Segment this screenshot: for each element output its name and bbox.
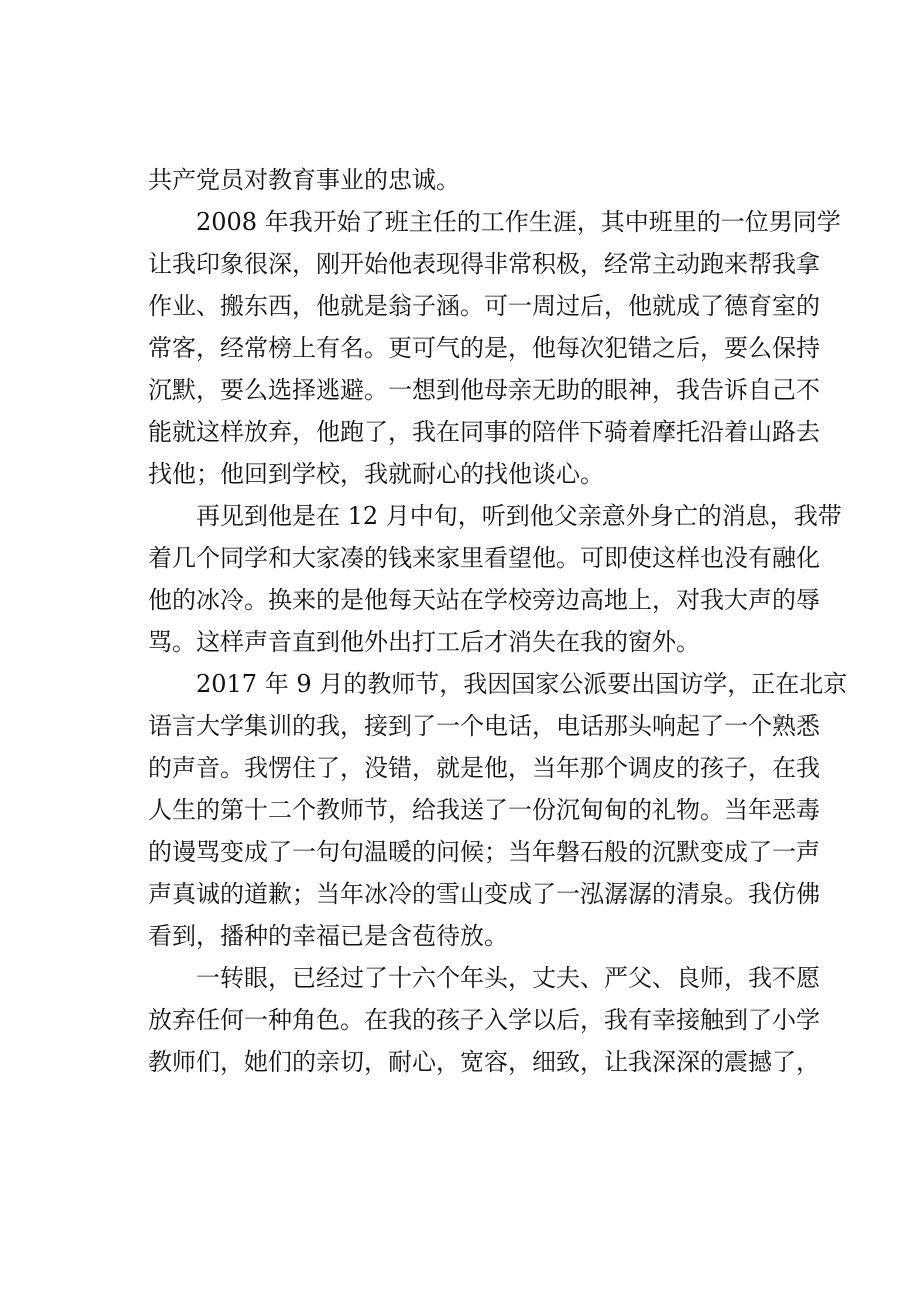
paragraph-first-line: 一转眼，已经过了十六个年头，丈夫、严父、良师，我不愿 <box>196 964 820 992</box>
text-line: 的声音。我愣住了，没错，就是他，当年那个调皮的孩子，在我 <box>148 754 820 782</box>
text-line: 能就这样放弃，他跑了，我在同事的陪伴下骑着摩托沿着山路去 <box>148 418 820 446</box>
text-line: 共产党员对教育事业的忠诚。 <box>148 166 460 194</box>
text-line: 教师们，她们的亲切，耐心，宽容，细致，让我深深的震撼了， <box>148 1048 820 1076</box>
paragraph-first-line: 2017 年 9 月的教师节，我因国家公派要出国访学，正在北京 <box>196 670 848 698</box>
text-line: 骂。这样声音直到他外出打工后才消失在我的窗外。 <box>148 628 700 656</box>
text-line: 沉默，要么选择逃避。一想到他母亲无助的眼神，我告诉自己不 <box>148 376 820 404</box>
text-line: 找他；他回到学校，我就耐心的找他谈心。 <box>148 460 604 488</box>
text-line: 看到，播种的幸福已是含苞待放。 <box>148 922 508 950</box>
text-line: 放弃任何一种角色。在我的孩子入学以后，我有幸接触到了小学 <box>148 1006 820 1034</box>
text-line: 声真诚的道歉；当年冰冷的雪山变成了一泓潺潺的清泉。我仿佛 <box>148 880 820 908</box>
text-line: 着几个同学和大家凑的钱来家里看望他。可即使这样也没有融化 <box>148 544 820 572</box>
text-line: 作业、搬东西，他就是翁子涵。可一周过后，他就成了德育室的 <box>148 292 820 320</box>
text-line: 语言大学集训的我，接到了一个电话，电话那头响起了一个熟悉 <box>148 712 820 740</box>
text-line: 的谩骂变成了一句句温暖的问候；当年磐石般的沉默变成了一声 <box>148 838 820 866</box>
text-line: 常客，经常榜上有名。更可气的是，他每次犯错之后，要么保持 <box>148 334 820 362</box>
text-line: 人生的第十二个教师节，给我送了一份沉甸甸的礼物。当年恶毒 <box>148 796 820 824</box>
paragraph-first-line: 再见到他是在 12 月中旬，听到他父亲意外身亡的消息，我带 <box>196 502 842 530</box>
paragraph-first-line: 2008 年我开始了班主任的工作生涯，其中班里的一位男同学 <box>196 208 841 236</box>
text-line: 让我印象很深，刚开始他表现得非常积极，经常主动跑来帮我拿 <box>148 250 820 278</box>
text-line: 他的冰冷。换来的是他每天站在学校旁边高地上，对我大声的辱 <box>148 586 820 614</box>
